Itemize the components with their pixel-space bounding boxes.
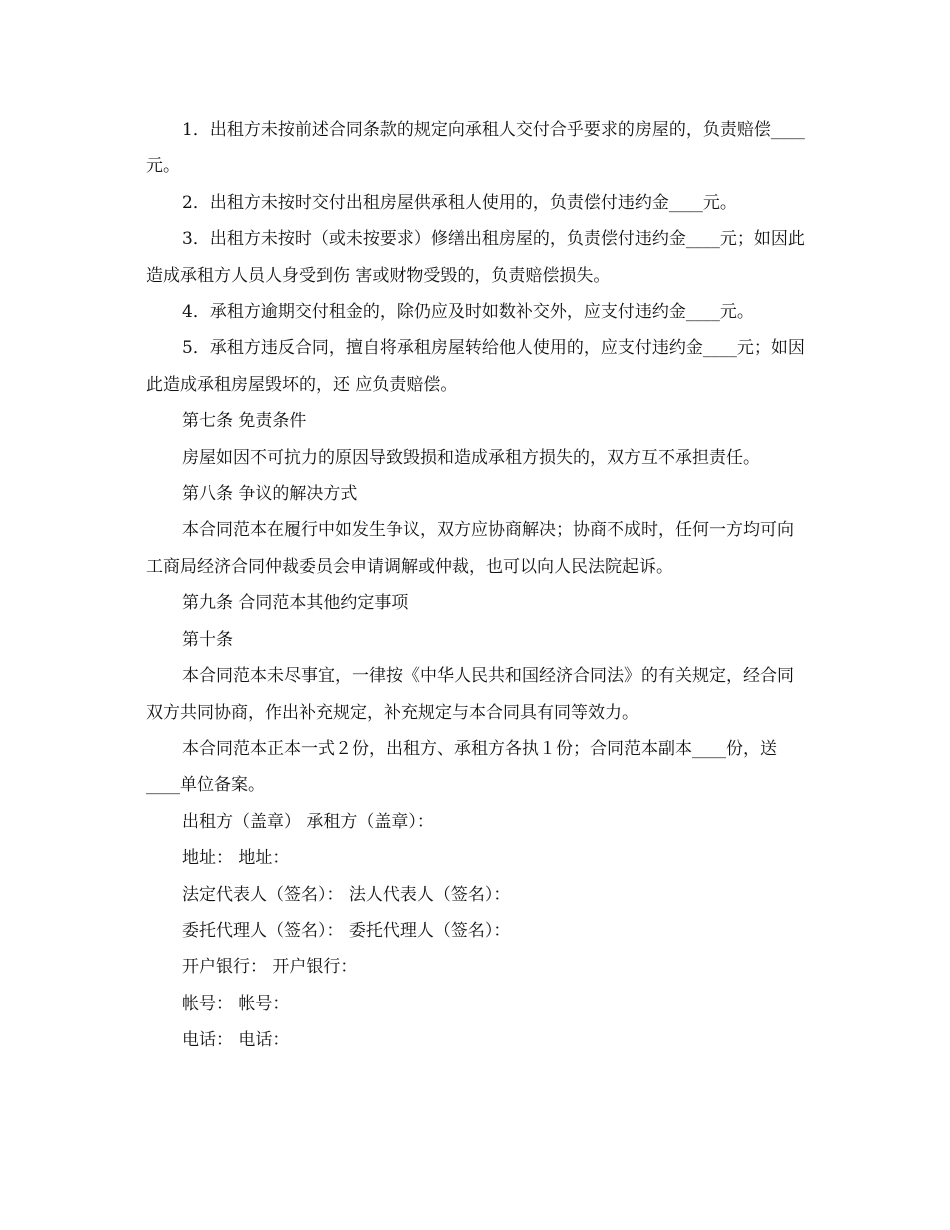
- signature-line-party: 出租方（盖章） 承租方（盖章）：: [182, 811, 434, 832]
- section-heading: 第十条: [182, 629, 233, 650]
- clause-paragraph: 本合同范本正本一式２份，出租方、承租方各执１份；合同范本副本____份，送____单位备案。: [146, 738, 777, 796]
- clause-paragraph: 房屋如因不可抗力的原因导致毁损和造成承租方损失的，双方互不承担责任。: [182, 447, 760, 468]
- clause-paragraph: 4．承租方逾期交付租金的，除仍应及时如数补交外，应支付违约金____元。: [182, 302, 754, 323]
- signature-line-legal-rep: 法定代表人（签名）： 法人代表人（签名）：: [182, 884, 511, 905]
- clause-paragraph: 1．出租方未按前述合同条款的规定向承租人交付合乎要求的房屋的，负责赔偿____元。: [146, 120, 805, 177]
- document-body: [146, 112, 810, 1059]
- clause-paragraph: 2．出租方未按时交付出租房屋供承租人使用的，负责偿付违约金____元。: [182, 192, 737, 213]
- signature-line-bank: 开户银行： 开户银行：: [182, 957, 358, 978]
- clause-paragraph: 3．出租方未按时（或未按要求）修缮出租房屋的，负责偿付违约金____元；如因此造成承租方人员人身受到伤 害或财物受毁的，负责赔偿损失。: [146, 229, 805, 286]
- signature-line-account: 帐号： 帐号：: [182, 993, 290, 1014]
- clause-paragraph: 5．承租方违反合同，擅自将承租房屋转给他人使用的，应支付违约金____元；如因此造成承租房屋毁坏的，还 应负责赔偿。: [146, 338, 805, 395]
- signature-line-phone: 电话： 电话：: [182, 1030, 290, 1051]
- section-heading: 第七条 免责条件: [182, 411, 307, 432]
- clause-paragraph: 本合同范本未尽事宜，一律按《中华人民共和国经济合同法》的有关规定，经合同双方共同协商，作出补充规定，补充规定与本合同具有同等效力。: [146, 666, 794, 723]
- signature-line-address: 地址： 地址：: [182, 848, 290, 869]
- signature-line-agent: 委托代理人（签名）： 委托代理人（签名）：: [182, 920, 511, 941]
- section-heading: 第八条 争议的解决方式: [182, 484, 358, 505]
- clause-paragraph: 本合同范本在履行中如发生争议，双方应协商解决；协商不成时，任何一方均可向工商局经济合同仲裁委员会申请调解或仲裁，也可以向人民法院起诉。: [146, 520, 794, 577]
- section-heading: 第九条 合同范本其他约定事项: [182, 593, 409, 614]
